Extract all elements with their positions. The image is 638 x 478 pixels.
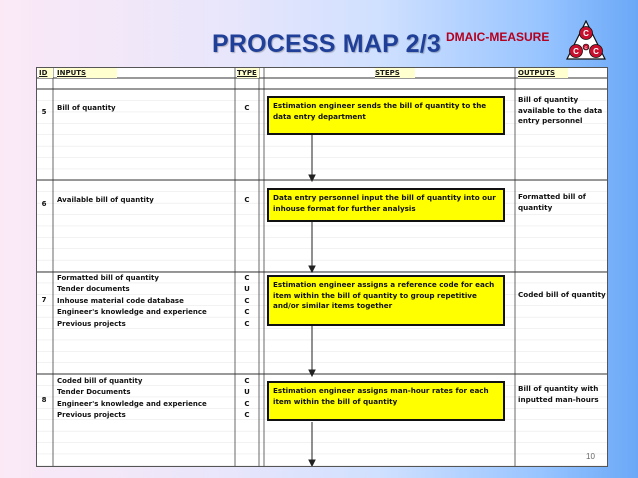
- step-output: Bill of quantity with inputted man-hours: [518, 384, 599, 404]
- logo-letter: C: [593, 47, 599, 56]
- input-item: Tender Documents: [57, 388, 131, 397]
- process-step: Estimation engineer sends the bill of quantity to the data entry department: [267, 96, 505, 135]
- type-item: C: [244, 308, 250, 317]
- input-list: [57, 195, 154, 206]
- type-list: [237, 376, 257, 422]
- column-header-id: ID: [39, 68, 53, 78]
- input-item: Coded bill of quantity: [57, 377, 143, 385]
- logo-letter: C: [583, 29, 589, 38]
- row-id: 8: [41, 396, 47, 404]
- process-step: Data entry personnel input the bill of quantity into our inhouse format for further analysis: [267, 188, 505, 222]
- type-list: [237, 273, 257, 330]
- input-item: Engineer's knowledge and experience: [57, 308, 207, 317]
- process-step: Estimation engineer assigns a reference code for each item within the bill of quantity to group repetitive and/or similar items together: [267, 275, 505, 326]
- input-item: Available bill of quantity: [57, 196, 154, 204]
- ccc-logo: [566, 20, 606, 60]
- column-header-inputs: INPUTS: [57, 68, 117, 78]
- column-header-steps: STEPS: [375, 68, 415, 78]
- type-item: C: [244, 399, 250, 408]
- page-title: PROCESS MAP 2/3: [212, 30, 442, 58]
- type-item: U: [244, 388, 250, 397]
- process-map-sheet: [36, 67, 608, 467]
- type-item: C: [244, 274, 250, 282]
- input-item: Engineer's knowledge and experience: [57, 399, 207, 408]
- column-header-outputs: OUTPUTS: [518, 68, 568, 78]
- step-output: Bill of quantity available to the data entry personnel: [518, 95, 603, 125]
- type-list: [237, 103, 257, 114]
- logo-letter: C: [584, 45, 588, 50]
- logo-letter: C: [573, 47, 579, 56]
- input-list: [57, 273, 207, 330]
- type-item: C: [244, 296, 250, 305]
- dmaic-measure-tag: DMAIC-MEASURE: [446, 30, 550, 44]
- input-item: Bill of quantity: [57, 104, 116, 112]
- page-number: 10: [586, 452, 595, 461]
- input-item: Previous projects: [57, 319, 126, 328]
- input-item: Formatted bill of quantity: [57, 274, 159, 282]
- type-item: C: [244, 104, 250, 112]
- step-output: Formatted bill of quantity: [518, 192, 586, 212]
- row-id: 7: [41, 296, 47, 304]
- type-item: C: [244, 411, 250, 420]
- type-item: C: [244, 319, 250, 328]
- input-item: Tender documents: [57, 285, 130, 294]
- input-list: [57, 376, 207, 422]
- row-id: 5: [41, 108, 47, 116]
- type-item: C: [244, 196, 250, 204]
- row-id: 6: [41, 200, 47, 208]
- type-item: U: [244, 285, 250, 294]
- type-item: C: [244, 377, 250, 385]
- step-output: Coded bill of quantity: [518, 290, 606, 299]
- input-item: Previous projects: [57, 411, 126, 420]
- column-header-type: TYPE: [237, 68, 259, 78]
- type-list: [237, 195, 257, 206]
- process-step: Estimation engineer assigns man-hour rates for each item within the bill of quantity: [267, 381, 505, 421]
- input-list: [57, 103, 116, 114]
- input-item: Inhouse material code database: [57, 296, 184, 305]
